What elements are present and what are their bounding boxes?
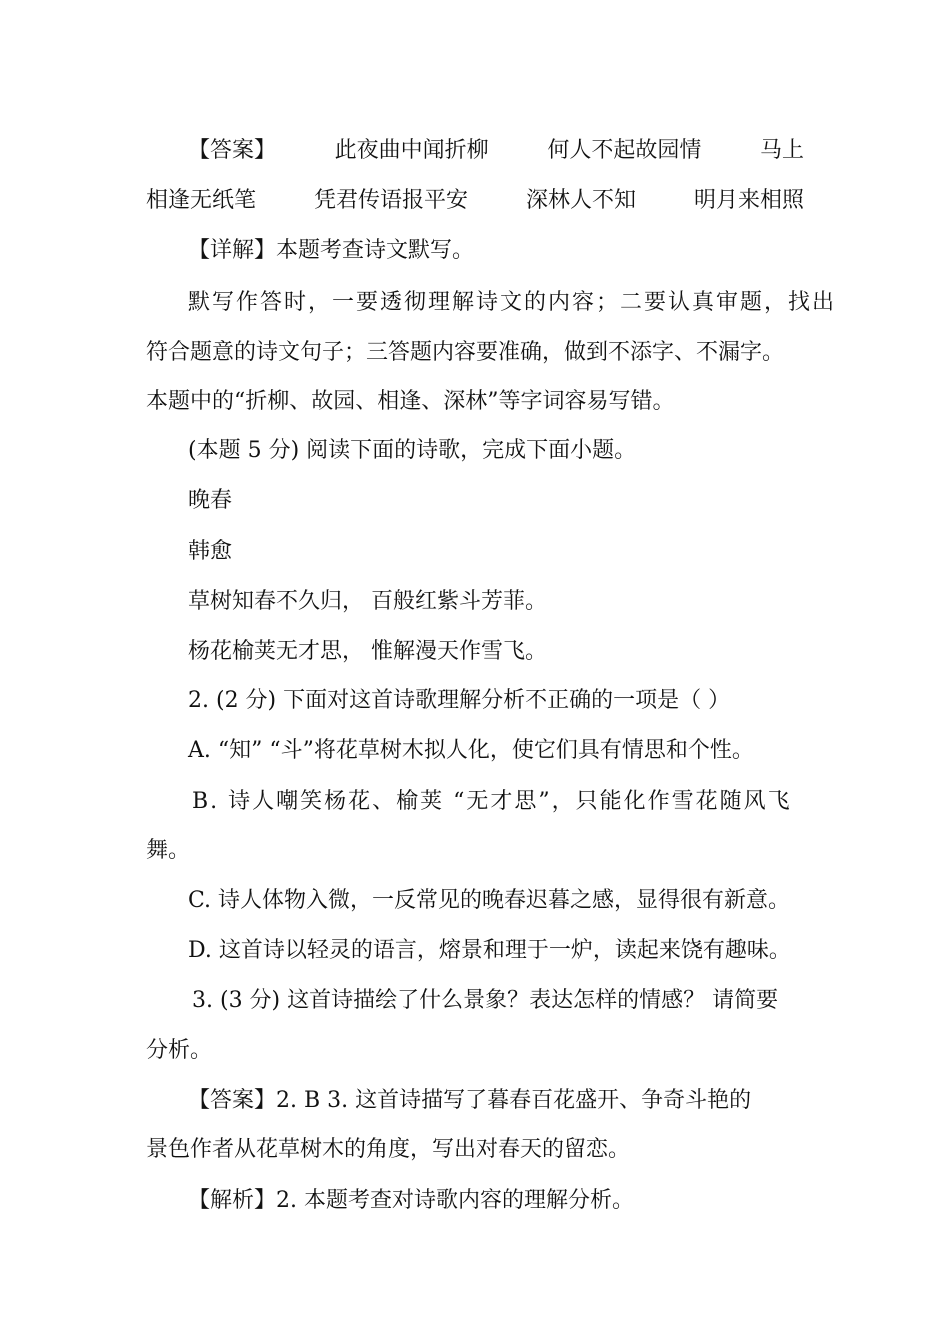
answer-row-2 <box>146 186 804 216</box>
option-b-continued: 舞。 <box>146 838 191 863</box>
answer-row-1 <box>188 136 804 166</box>
answer-item: 此夜曲中闻折柳 <box>334 138 489 163</box>
analysis-heading: 【解析】2. 本题考查对诗歌内容的理解分析。 <box>188 1188 634 1213</box>
answer-item: 明月来相照 <box>693 188 804 213</box>
answer-item: 马上 <box>759 138 804 163</box>
detail-paragraph-line: 默写作答时，一要透彻理解诗文的内容；二要认真审题，找出 <box>188 290 837 315</box>
question-2-stem: 2. (2 分) 下面对这首诗歌理解分析不正确的一项是（ ） <box>188 688 731 713</box>
option-b: B. 诗人嘲笑杨花、榆荚 “无才思”，只能化作雪花随风飞 <box>192 789 792 814</box>
answer-item: 何人不起故园情 <box>547 138 702 163</box>
option-c: C. 诗人体物入微，一反常见的晚春迟暮之感，显得很有新意。 <box>188 888 791 913</box>
option-a: A. “知” “斗”将花草树木拟人化，使它们具有情思和个性。 <box>188 738 754 763</box>
answer-item: 相逢无纸笔 <box>146 188 257 213</box>
detail-heading: 【详解】本题考查诗文默写。 <box>188 238 475 263</box>
answer-item: 凭君传语报平安 <box>313 188 468 213</box>
option-d: D. 这首诗以轻灵的语言，熔景和理于一炉，读起来饶有趣味。 <box>188 938 791 963</box>
poem-line: 草树知春不久归， 百般红紫斗芳菲。 <box>188 589 547 614</box>
poem-title: 晚春 <box>188 488 233 513</box>
poem-line: 杨花榆荚无才思， 惟解漫天作雪飞。 <box>188 639 547 664</box>
answer-2-line: 【答案】2. B 3. 这首诗描写了暮春百花盛开、争奇斗艳的 <box>188 1088 752 1113</box>
question-3-stem: 3. (3 分) 这首诗描绘了什么景象？表达怎样的情感？ 请简要 <box>192 988 779 1013</box>
answer-item: 深林人不知 <box>525 188 636 213</box>
question-3-stem-continued: 分析。 <box>146 1038 213 1063</box>
answer-label: 【答案】 <box>188 138 277 163</box>
answer-2-line-continued: 景色作者从花草树木的角度，写出对春天的留恋。 <box>146 1137 631 1162</box>
detail-paragraph-line: 符合题意的诗文句子；三答题内容要准确，做到不添字、不漏字。 <box>146 340 785 365</box>
detail-paragraph-line: 本题中的“折柳、故园、相逢、深林”等字词容易写错。 <box>146 389 675 414</box>
poem-intro: (本题 5 分) 阅读下面的诗歌，完成下面小题。 <box>188 438 637 463</box>
poem-author: 韩愈 <box>188 539 233 564</box>
